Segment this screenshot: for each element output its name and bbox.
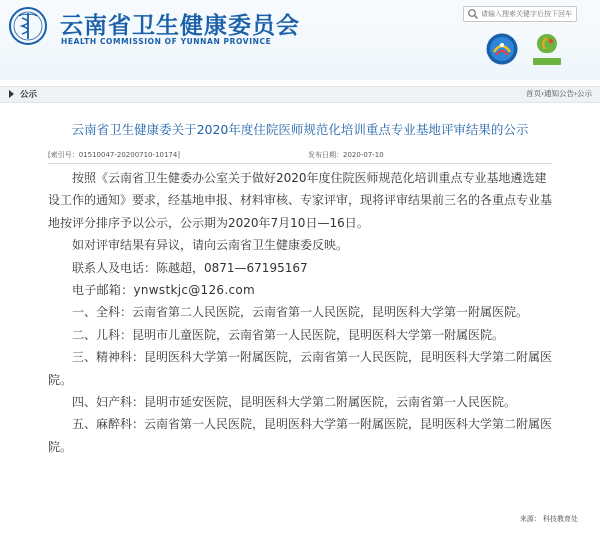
paragraph-email: 电子邮箱：ynwstkjc@126.com xyxy=(72,283,256,298)
breadcrumb-home[interactable]: 首页 xyxy=(526,89,541,98)
section-label: 公示 xyxy=(20,90,38,100)
article-content xyxy=(48,167,558,458)
publish-date: 发布日期：2020-07-10 xyxy=(308,151,384,159)
index-number: [索引号：01510047-20200710-10174] xyxy=(48,151,181,159)
breadcrumb-separator: › xyxy=(541,89,544,98)
paragraph-pediatrics: 二、儿科：昆明市儿童医院，云南省第一人民医院，昆明医科大学第一附属医院。 xyxy=(72,327,505,342)
site-header xyxy=(0,0,600,80)
paragraph-contact: 联系人及电话：陈越超，0871—67195167 xyxy=(72,260,308,275)
paragraph-general-practice: 一、全科：云南省第二人民医院，云南省第一人民医院，昆明医科大学第一附属医院。 xyxy=(72,305,529,320)
paragraph-objection: 如对评审结果有异议，请向云南省卫生健康委反映。 xyxy=(72,238,349,253)
paragraph-intro: 按照《云南省卫生健委办公室关于做好2020年度住院医师规范化培训重点专业基地遴选建设工作的通知》要求，经基地申报、材料审核、专家评审，现将评审结果前三名的各重点专业基地按评分排序予以公示，公示期为2020年7月10日—16日。 xyxy=(48,171,553,230)
breadcrumb xyxy=(526,88,592,99)
breadcrumb-notices[interactable]: 通知公告 xyxy=(544,89,574,98)
site-subtitle: HEALTH COMMISSION OF YUNNAN PROVINCE xyxy=(61,37,272,46)
article-title: 云南省卫生健康委关于2020年度住院医师规范化培训重点专业基地评审结果的公示 xyxy=(71,122,529,137)
paragraph-psychiatry: 三、精神科：昆明医科大学第一附属医院，云南省第一人民医院，昆明医科大学第二附属医院。 xyxy=(48,350,553,387)
navbar xyxy=(0,86,600,103)
breadcrumb-separator: › xyxy=(574,89,577,98)
site-title: 云南省卫生健康委员会 xyxy=(60,13,300,39)
search-icon[interactable] xyxy=(467,8,479,20)
article-meta xyxy=(48,150,552,160)
search-box[interactable] xyxy=(463,6,577,22)
search-input[interactable] xyxy=(481,7,573,21)
triangle-right-icon xyxy=(9,90,14,98)
paragraph-anesthesiology: 五、麻醉科：云南省第一人民医院，昆明医科大学第一附属医院，昆明医科大学第二附属医院。 xyxy=(48,417,553,454)
paragraph-obstetrics: 四、妇产科：昆明市延安医院，昆明医科大学第二附属医院，云南省第一人民医院。 xyxy=(72,395,517,410)
caduceus-emblem-icon[interactable] xyxy=(8,6,48,46)
healthy-china-badge-icon[interactable] xyxy=(527,30,567,68)
health-badge-icon[interactable] xyxy=(485,32,519,66)
article-source: 来源： 科技教育处 xyxy=(519,515,578,523)
breadcrumb-current[interactable]: 公示 xyxy=(577,89,592,98)
divider xyxy=(48,163,552,164)
